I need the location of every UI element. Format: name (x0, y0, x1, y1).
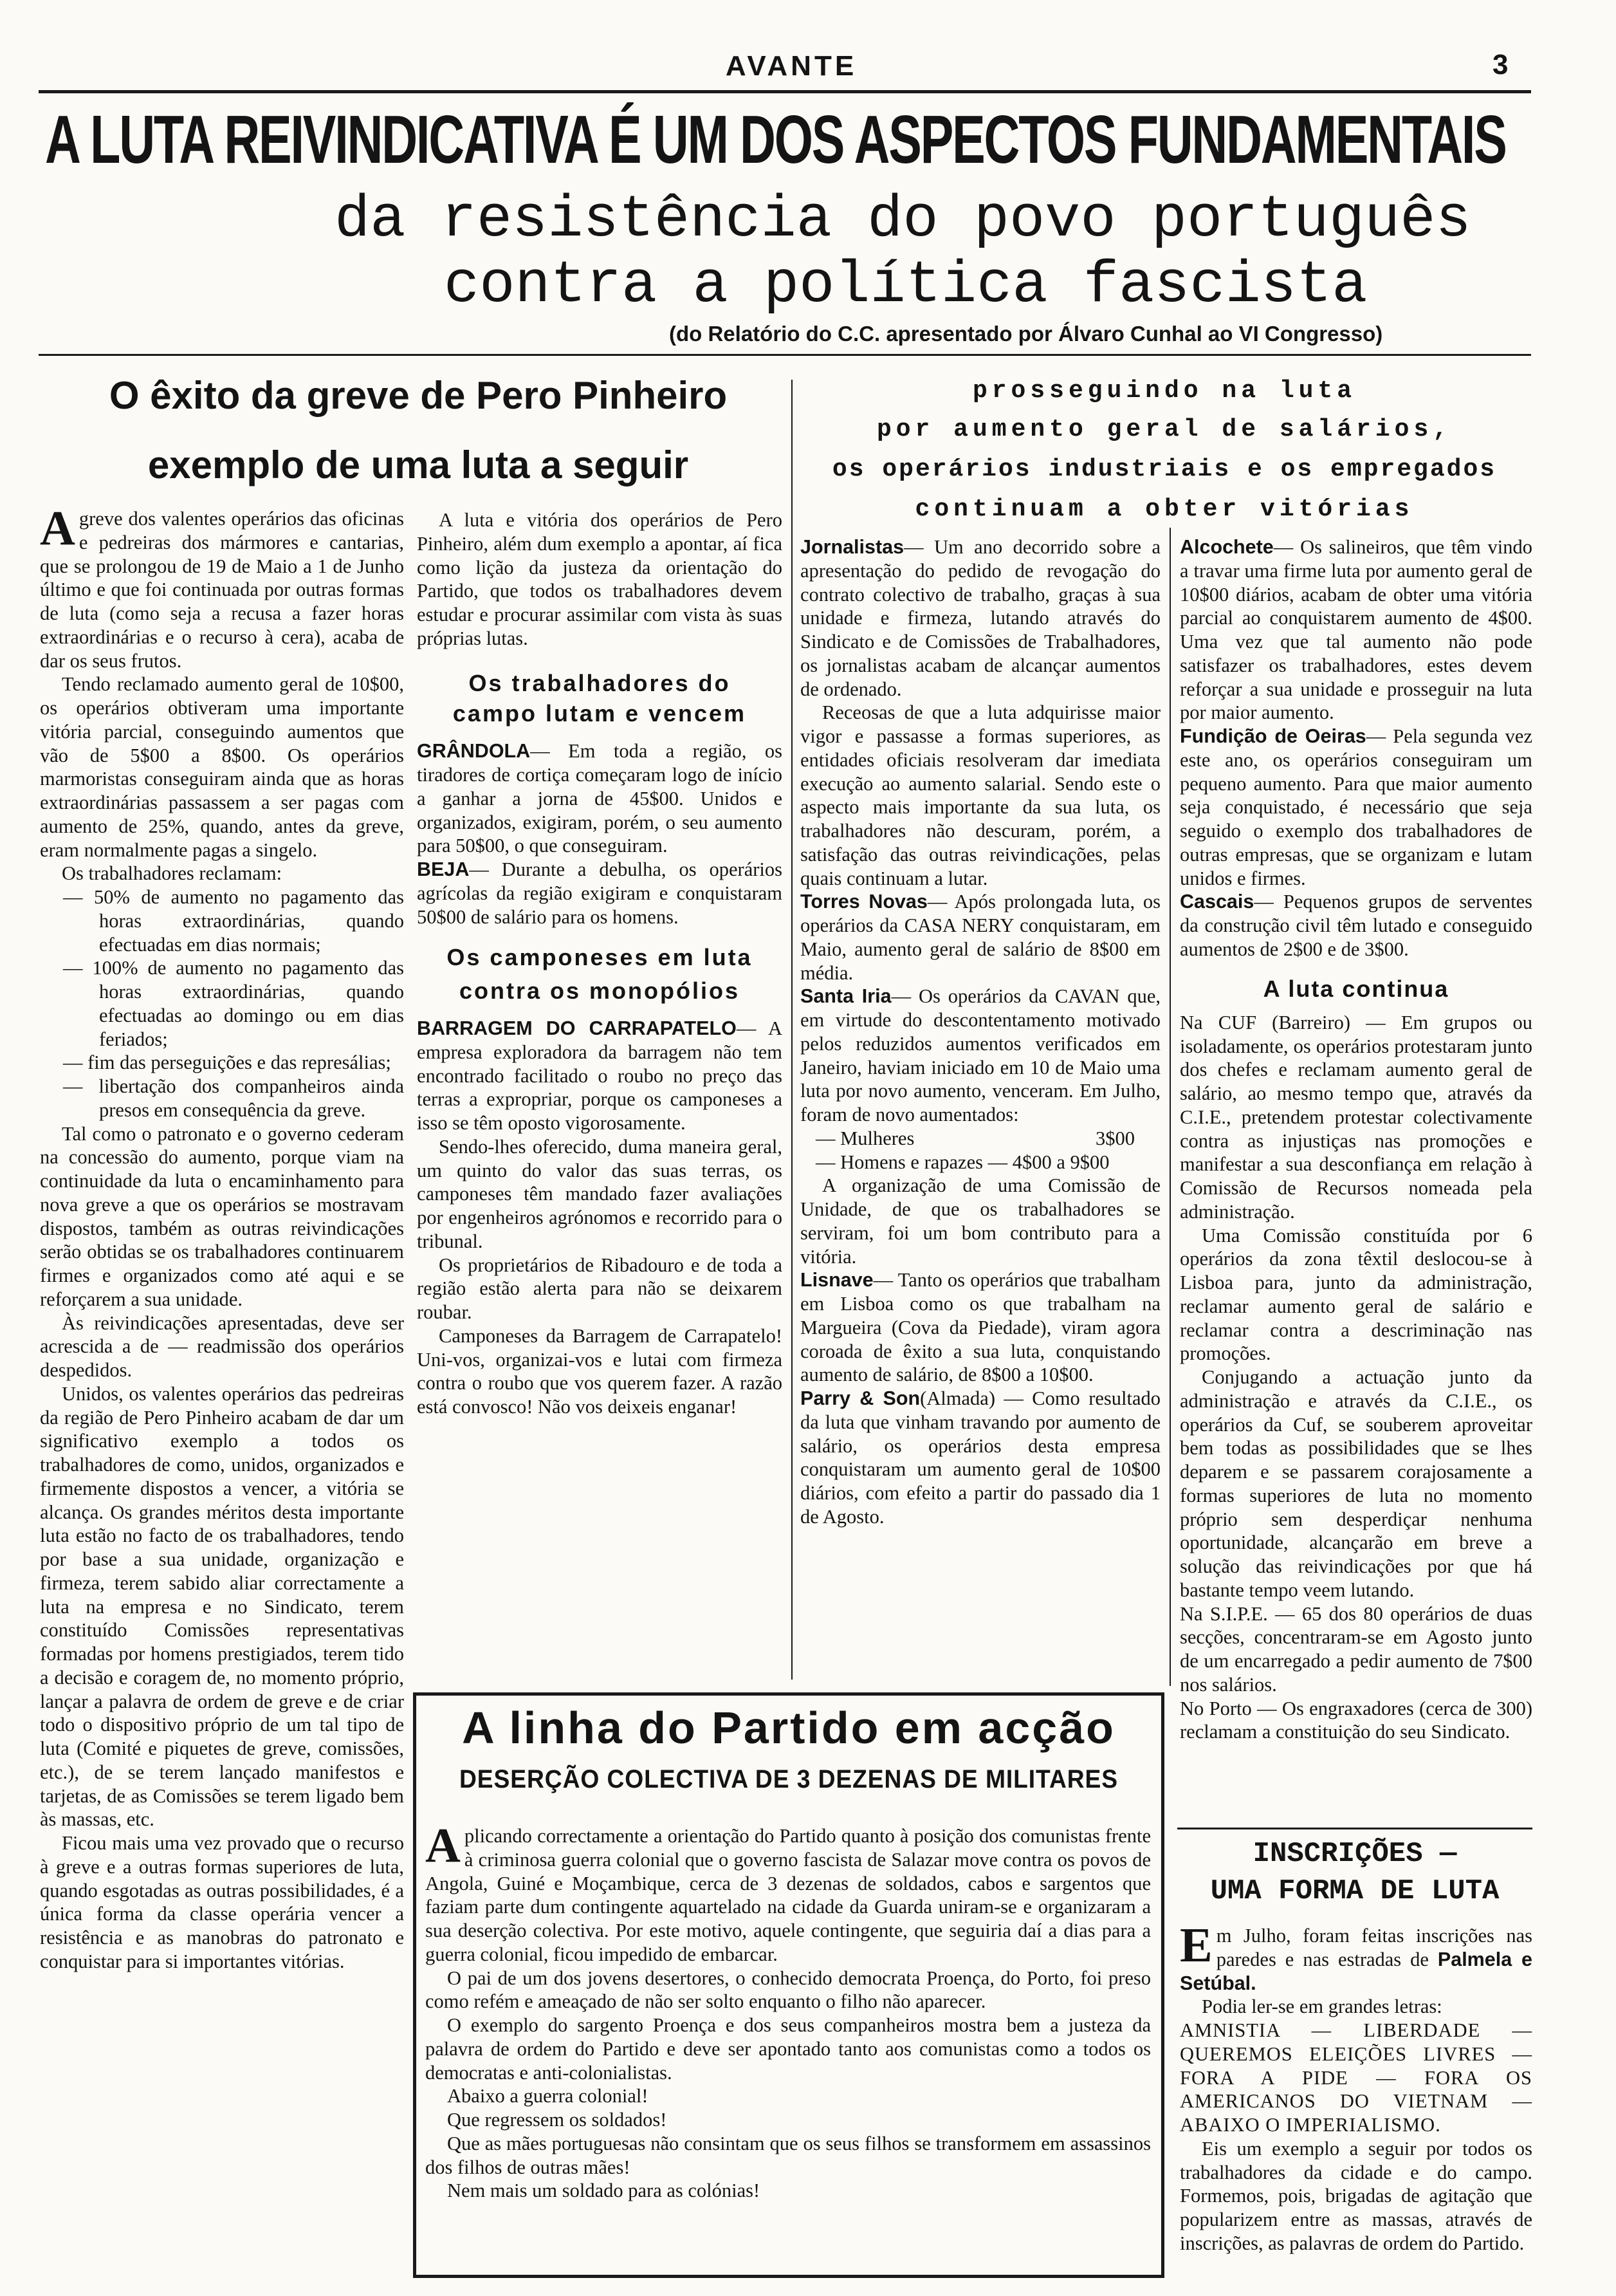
jornalistas-lead: Jornalistas (800, 536, 904, 558)
box-body (425, 1819, 1151, 2203)
column-rule (791, 380, 793, 1680)
article1-dropcap: A (40, 501, 75, 555)
article4-dropcap: E (1180, 1918, 1213, 1972)
list-item: — libertação dos companheiros ainda presos em consequência da greve. (63, 1075, 404, 1121)
article1-column2 (417, 508, 782, 1419)
masthead-title: AVANTE (725, 50, 858, 82)
article1-p3: Os trabalhadores reclamam: (62, 862, 282, 885)
lisnave-text: — Tanto os operários que trabalham em Lisboa como os que trabalham na Margueira (Cova da Piedade), viram agora coroada de êxito a sua luta, conquistando aumento de salário, de 8$00 a 10$00. (800, 1269, 1161, 1386)
parry-text: (Almada) — Como resultado da luta que vinham travando por aumento de salário, os operários desta empresa conquistaram um aumento geral de 10$00 diários, com efeito a partir do passado dia 1 de Agosto. (800, 1387, 1161, 1528)
jornalistas-text: — Um ano decorrido sobre a apresentação do pedido de revogação do contrato colectivo de trabalho, graças à sua unidade e firmeza, lutando através do Sindicato e de Comissões de Trabalhadores, os jornalistas acabam de alcançar aumentos de ordenado. (800, 536, 1161, 700)
headline-rule (39, 354, 1531, 356)
box-p7: Nem mais um soldado para as colónias! (447, 2180, 760, 2202)
beja-lead: BEJA (417, 858, 470, 881)
headline-line3: contra a política fascista (444, 252, 1368, 319)
box-title: A linha do Partido em acção (462, 1703, 1116, 1753)
raise-women-value: 3$00 (1096, 1127, 1135, 1149)
parry-lead: Parry & Son (800, 1387, 921, 1409)
torres-novas-lead: Torres Novas (800, 891, 928, 913)
article1-p7: Ficou mais uma vez provado que o recurso à greve e a outras formas superiores de luta, quando esgotadas as outras possibilidades, é a única forma da classe operária vencer a resistência e as manobras do patronato e conquistar para si importantes vitórias. (40, 1832, 404, 1972)
raise-women-label: — Mulheres (816, 1127, 915, 1149)
grandola-lead: GRÂNDOLA (417, 740, 531, 763)
article1-p2: Tendo reclamado aumento geral de 10$00, os operários obtiveram uma importante vitória parcial, conseguindo aumentos que vão de 5$00 a 8$00. Os operários marmoristas conseguiram ainda que as horas extraordinárias passassem a ser pagas com aumento de 25%, quando, antes da greve, eram normalmente pagas a singelo. (40, 673, 404, 861)
article2-title-line1: Os trabalhadores do (468, 669, 731, 696)
torres-novas-text: — Após prolongada luta, os operários da CASA NERY conquistaram, em Maio, aumento geral de salário de 8$00 em média. (800, 891, 1161, 984)
article1-p8: A luta e vitória dos operários de Pero Pinheiro, além dum exemplo a apontar, aí fica como lição da justeza da orientação do Partido, que todos os trabalhadores devem estudar e procurar assimilar com vista às suas próprias lutas. (417, 509, 782, 649)
article4-p1: m Julho, foram feitas inscrições nas paredes e nas estradas de (1216, 1925, 1532, 1970)
alcochete-text: — Os salineiros, que têm vindo a travar uma firme luta por aumento geral de 10$00 diários, acabam de obter uma vitória parcial ao conquistarem aumento de 4$00. Uma vez que tal aumento não pode satisfazer os trabalhadores, estes devem reforçar a sua unidade e prosseguir na luta por maior aumento. (1180, 536, 1532, 724)
article4-title-line1: INSCRIÇÕES — (1253, 1838, 1457, 1870)
article3-title-line2: por aumento geral de salários, (876, 416, 1453, 443)
subheading-luta-continua: A luta continua (1263, 975, 1449, 1002)
article4-column (1180, 1918, 1532, 2255)
article1-title-line1: O êxito da greve de Pero Pinheiro (109, 374, 728, 417)
article3-column3 (800, 535, 1161, 1529)
box-subtitle: DESERÇÃO COLECTIVA DE 3 DEZENAS DE MILITARES (459, 1765, 1119, 1793)
box-p2: O pai de um dos jovens desertores, o conhecido democrata Proença, do Porto, foi preso como refém e ameaçado de não ser solto enquanto o filho não aparecer. (425, 1967, 1151, 2013)
article2-title-line4: contra os monopólios (459, 977, 740, 1004)
santa-iria-text: — Os operários da CAVAN que, em virtude do descontentamento motivado pelos reduzidos aumentos verificados em Janeiro, haviam iniciado em 10 de Maio uma luta por novo aumento, venceram. Em Julho, foram de novo aumentados: (800, 985, 1161, 1125)
article1-p6: Unidos, os valentes operários das pedreiras da região de Pero Pinheiro acabam de dar um significativo exemplo a todos os trabalhadores de como, unidos, organizados e firmemente dispostos a vencer, a vitória se alcança. Os grandes méritos desta importante luta estão no facto de os trabalhadores, tendo por base a sua unidade, organização e firmeza, terem sabido aliar correctamente a luta na empresa e no Sindicato, terem constituído Comissões representativas formadas por homens prestigiados, terem tido a decisão e coragem de, no momento próprio, lançar a palavra de ordem de greve e de criar todo o dispositivo próprio de um tal tipo de luta (Comité e piquetes de greve, comissões, etc.), de se terem lançado manifestos e tarjetas, de as Comissões se terem ligado bem às massas, etc. (40, 1382, 404, 1831)
article2-title-line3: Os camponeses em luta (446, 944, 753, 971)
list-item: — 100% de aumento no pagamento das horas extraordinárias, quando efectuadas ao domingo ou em dias feriados; (63, 957, 404, 1050)
box-p1: plicando correctamente a orientação do Partido quanto à posição dos comunistas frente à criminosa guerra colonial que o governo fascista de Salazar move contra os povos de Angola, Guiné e Moçambique, cerca de 3 dezenas de soldados, cabos e sargentos que faziam parte dum contingente aquartelado na cidade da Guarda uniram-se e organizaram a sua deserção colectiva. Por este motivo, aquele contingente, que seguiria daí a dias para a guerra colonial, ficou impedido de embarcar. (425, 1825, 1151, 1965)
oeiras-text: — Pela segunda vez este ano, os operários conseguiram um pequeno aumento. Para que maior aumento seja conquistado, é necessário que seja seguido o exemplo dos trabalhadores de outras empresas, que se organizam e lutam unidos e firmes. (1180, 725, 1532, 889)
barragem-text: — A empresa exploradora da barragem não tem encontrado facilitado o roubo no preço das terras a expropriar, porque os camponeses a isso se têm oposto vigorosamente. (417, 1017, 782, 1134)
list-item: — 50% de aumento no pagamento das horas extraordinárias, quando efectuadas em dias normais; (63, 886, 404, 956)
grandola-text: — Em toda a região, os tiradores de cortiça começaram logo de início a ganhar a jorna de 45$00. Unidos e organizados, exigiram, porém, o seu aumento para 50$00, o que conseguiram. (417, 740, 782, 857)
article1-p5: Às reivindicações apresentadas, deve ser acrescida a de — readmissão dos operários despedidos. (40, 1311, 404, 1381)
article2-p4: Camponeses da Barragem de Carrapatelo! Uni-vos, organizai-vos e lutai com firmeza contra o roubo que vos querem fazer. A razão está convosco! Não vos deixeis enganar! (417, 1324, 782, 1418)
article3-column4 (1180, 535, 1532, 1744)
article4-p2: Podia ler-se em grandes letras: (1202, 1995, 1442, 2018)
alcochete-lead: Alcochete (1180, 536, 1274, 558)
headline-line1: A LUTA REIVINDICATIVA É UM DOS ASPECTOS FUNDAMENTAIS (45, 102, 1506, 178)
article2-p2: Sendo-lhes oferecido, duma maneira geral, um quinto do valor das suas terras, os camponeses têm mandado fazer avaliações por engenheiros agrónomos e recorrido para o tribunal. (417, 1135, 782, 1252)
article1-column1 (40, 501, 404, 1974)
masthead-rule (39, 90, 1531, 93)
conjugando-text: Conjugando a actuação junto da administração e através da C.I.E., os operários da Cuf, se souberem aproveitar bem todas as possibilidades que se lhes deparem e se passarem corajosamente a formas superiores de luta no momento próprio sem desperdiçar nenhuma oportunidade, alcançarão em breve a solução das reivindicações por que há bastante tempo veem lutando. (1180, 1366, 1532, 1601)
article4-slogans: AMNISTIA — LIBERDADE — QUEREMOS ELEIÇÕES LIVRES — FORA A PIDE — FORA OS AMERICANOS DO VIETNAM — ABAIXO O IMPERIALISMO. (1180, 2019, 1532, 2136)
headline-line2: da resistência do povo português (335, 186, 1471, 254)
column-rule (1170, 528, 1171, 1686)
article4-title-line2: UMA FORMA DE LUTA (1210, 1875, 1500, 1907)
lisnave-lead: Lisnave (800, 1269, 874, 1292)
article1-p4: Tal como o patronato e o governo cederam na concessão do aumento, porque viam na continuidade da luta o encaminhamento para nova greve a que os operários se mostravam dispostos, também as outras reivindicações serão obtidas se os trabalhadores continuarem firmes e organizados como até aqui e se reforçarem a sua unidade. (40, 1122, 404, 1310)
box-p5: Que regressem os soldados! (447, 2109, 667, 2131)
article3-p2: Receosas de que a luta adquirisse maior vigor e passasse a formas superiores, as entidades oficiais resolveram dar imediata execução ao aumento salarial. Sendo este o aspecto mais importante da sua luta, os trabalhadores não descuram, porém, a satisfação das outras reivindicações, pelas quais continuam a lutar. (800, 701, 1161, 889)
box-p4: Abaixo a guerra colonial! (447, 2085, 648, 2107)
barragem-lead: BARRAGEM DO CARRAPATELO (417, 1017, 737, 1040)
article1-title-line2: exemplo de uma luta a seguir (147, 443, 689, 486)
oeiras-lead: Fundição de Oeiras (1180, 725, 1366, 747)
party-line-box (413, 1692, 1164, 2278)
article3-title-line1: prosseguindo na luta (972, 377, 1357, 405)
article1-p1: greve dos valentes operários das oficinas e pedreiras dos mármores e cantarias, que se prolongou de 19 de Maio a 1 de Junho último e que foi continuada por outras formas de luta (como seja a recusa a fazer horas extraordinárias e o recurso à cera), acaba de dar os seus frutos. (40, 508, 404, 672)
box-dropcap: A (425, 1819, 461, 1873)
raise-men: — Homens e rapazes — 4$00 a 9$00 (816, 1151, 1110, 1173)
article3-title-line4: continuam a obter vitórias (915, 495, 1414, 523)
article4-p3: Eis um exemplo a seguir por todos os trabalhadores da cidade e do campo. Formemos, pois, brigadas de agitação que popularizem entre as massas, através de inscrições, as palavras de ordem do Partido. (1180, 2137, 1532, 2254)
list-item: — fim das perseguições e das represálias; (63, 1051, 391, 1074)
article2-title-line2: campo lutam e vencem (452, 699, 747, 727)
comissao-text: Uma Comissão constituída por 6 operários da zona têxtil deslocou-se à Lisboa para, junto da administração, reclamar aumento geral de salário e reclamar contra a descriminação nas promoções. (1180, 1224, 1532, 1365)
article3-title-line3: os operários industriais e os empregados (832, 456, 1497, 483)
page-number: 3 (1492, 49, 1509, 80)
sipe-text: Na S.I.P.E. — 65 dos 80 operários de duas secções, concentraram-se em Agosto junto de um encarregado a pedir aumento de 7$00 nos salários. (1180, 1602, 1532, 1696)
beja-text: — Durante a debulha, os operários agrícolas da região exigiram e conquistaram 50$00 de salário para os homens. (417, 858, 782, 928)
headline-source: (do Relatório do C.C. apresentado por Álvaro Cunhal ao VI Congresso) (669, 322, 1383, 346)
santa-iria-lead: Santa Iria (800, 985, 892, 1008)
article2-p3: Os proprietários de Ribadouro e de toda a região estão alerta para não se deixarem roubar. (417, 1254, 782, 1324)
article4-top-rule (1177, 1828, 1532, 1829)
cuf-text: Na CUF (Barreiro) — Em grupos ou isoladamente, os operários protestaram junto dos chefes e reclamam aumento geral de salário, ao mesmo tempo que, através da C.I.E., pretendem protestar colectivamente contra as injustiças nas promoções e manifestar a sua desconfiança em relação à Comissão de Recursos nomeada pela administração. (1180, 1011, 1532, 1223)
box-p3: O exemplo do sargento Proença e dos seus companheiros mostra bem a justeza da palavra de ordem do Partido e deve ser apontado tanto aos comunistas como a todos os democratas e anti-colonialistas. (425, 2014, 1151, 2084)
porto-text: No Porto — Os engraxadores (cerca de 300) reclamam a constituição do seu Sindicato. (1180, 1697, 1532, 1743)
cascais-text: — Pequenos grupos de serventes da construção civil têm lutado e conseguido aumentos de 2$00 e de 3$00. (1180, 891, 1532, 960)
box-p6: Que as mães portuguesas não consintam que os seus filhos se transformem em assassinos dos filhos de outras mães! (425, 2132, 1151, 2178)
article1-demands-list (40, 885, 404, 1122)
article4-places: Palmela e Setúbal. (1180, 1948, 1532, 1994)
article3-p5: A organização de uma Comissão de Unidade, de que os trabalhadores se serviram, foi um bom contributo para a vitória. (800, 1174, 1161, 1268)
cascais-lead: Cascais (1180, 891, 1254, 913)
